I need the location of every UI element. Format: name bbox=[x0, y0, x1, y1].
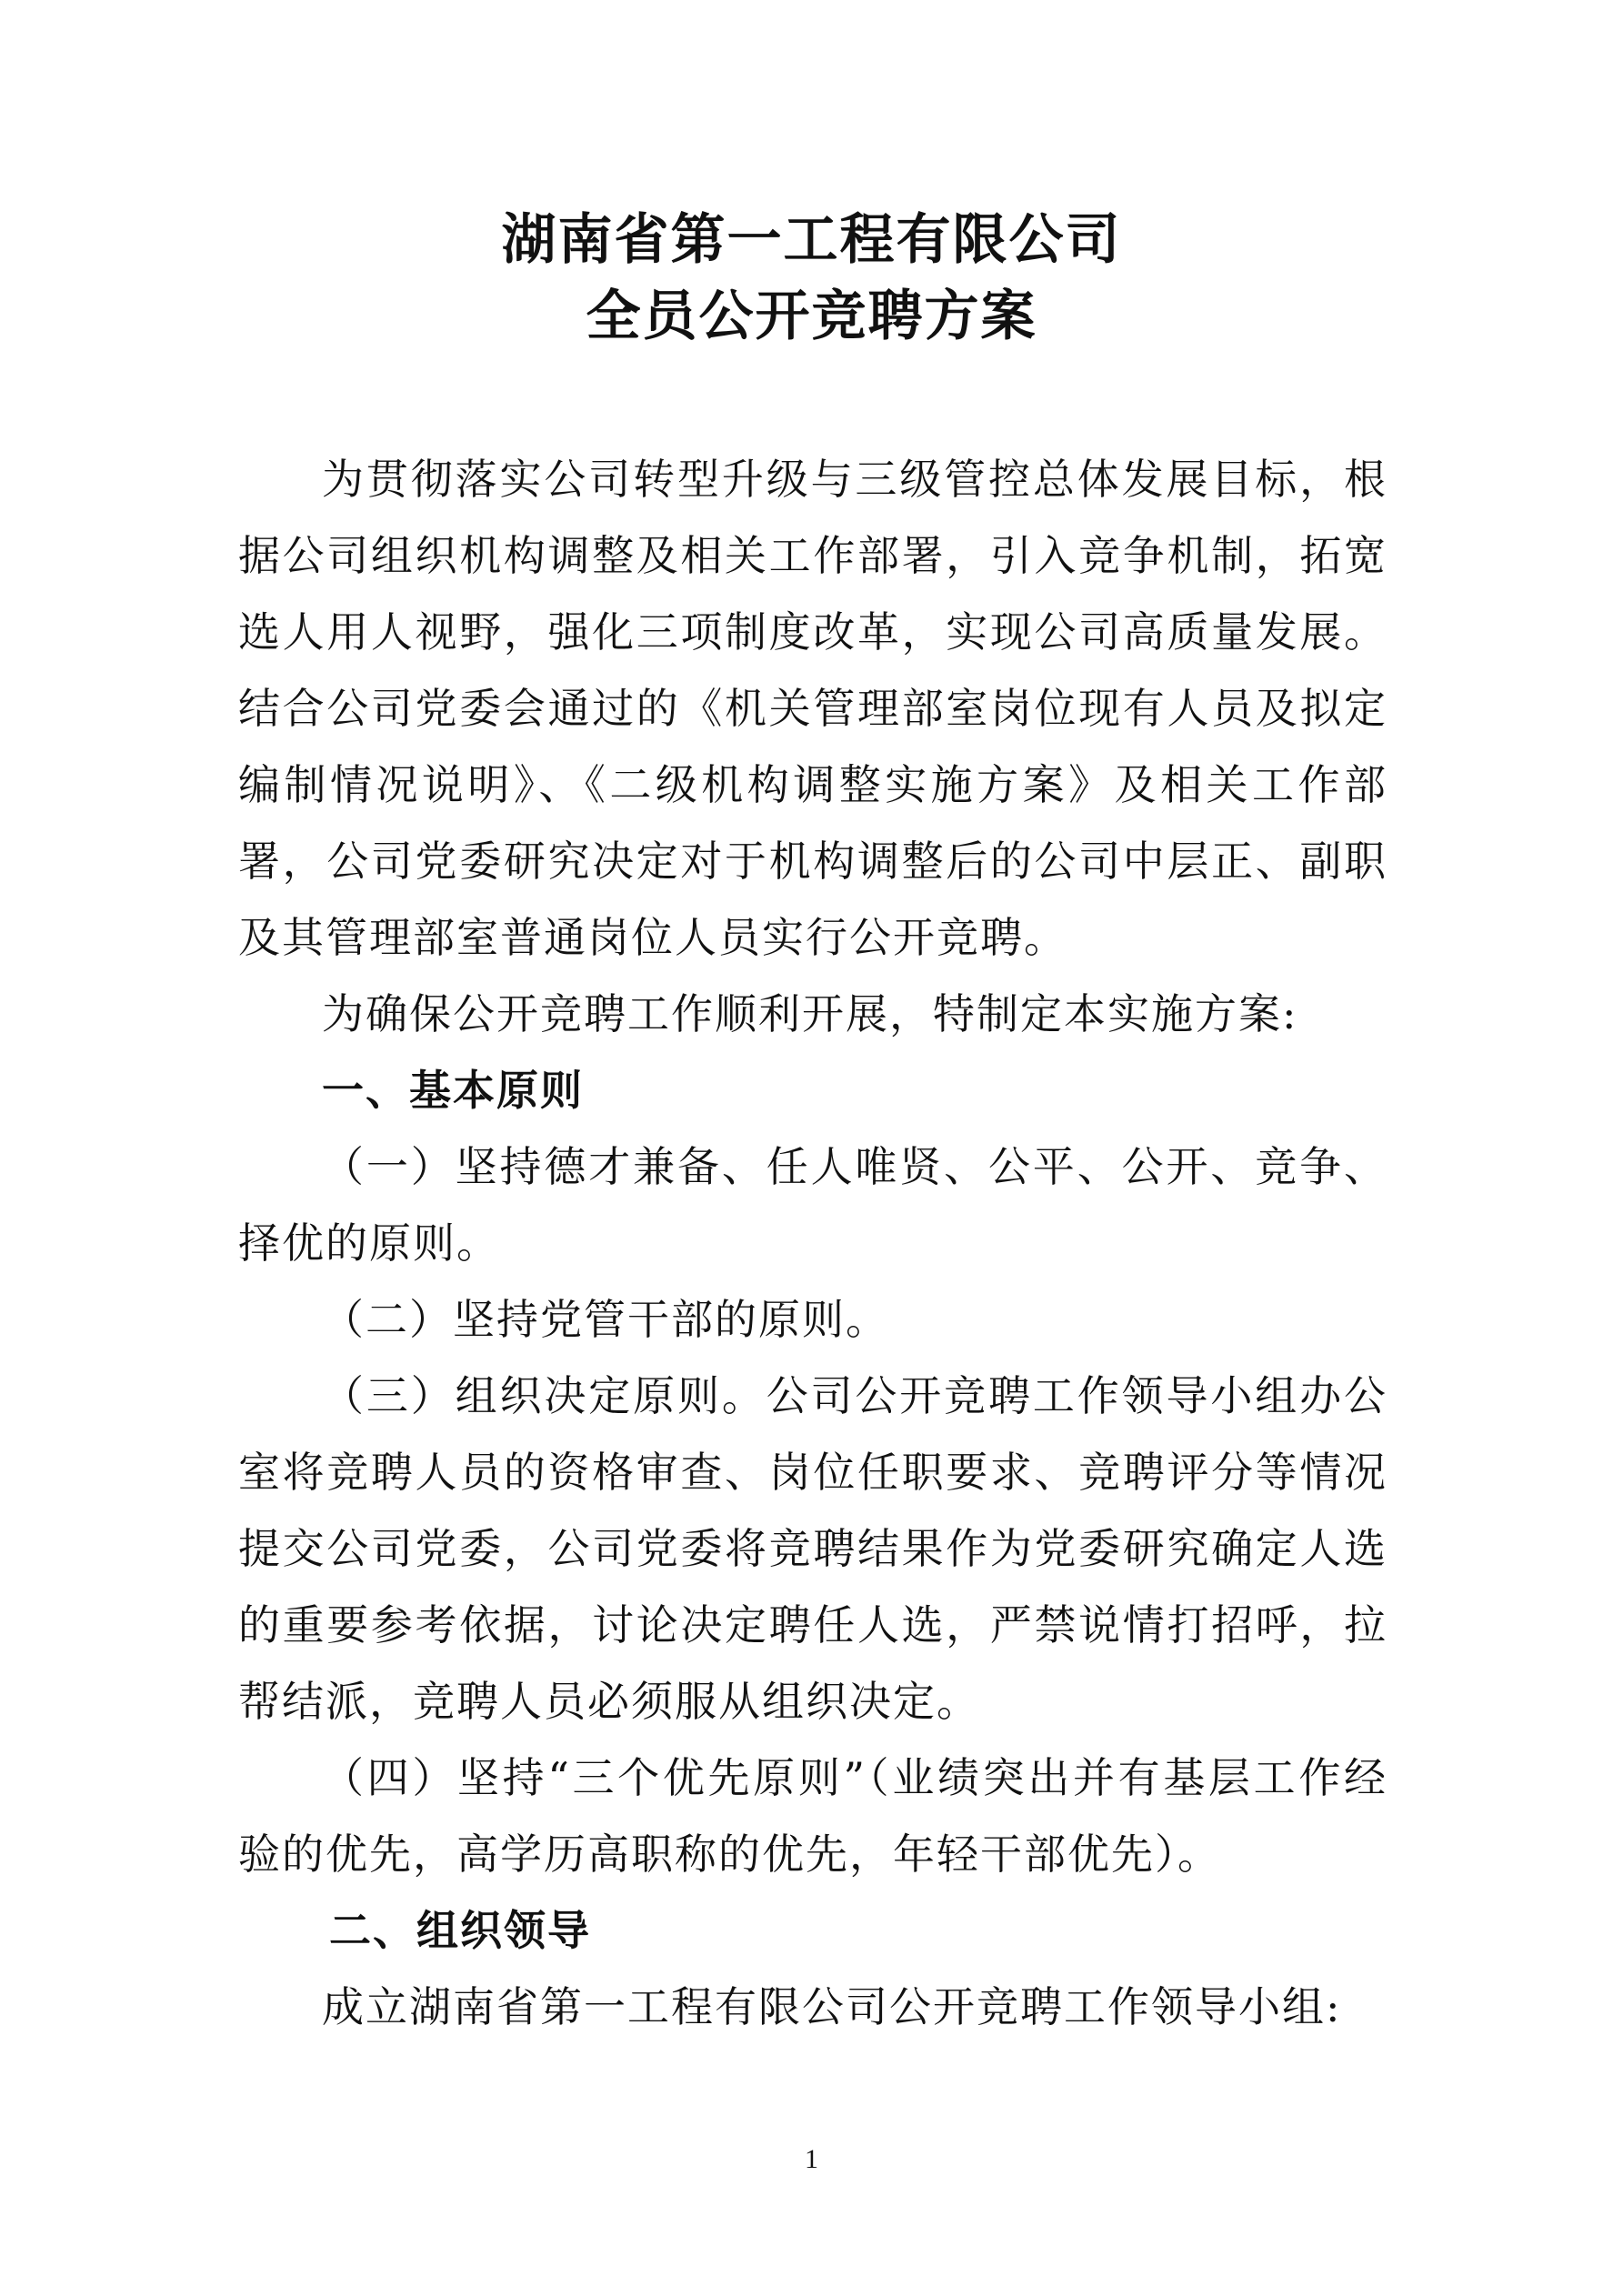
principle-1: （一）坚持德才兼备、任人唯贤、公平、公开、竞争、择优的原则。 bbox=[238, 1142, 1388, 1268]
section-1-heading: 一、基本原则 bbox=[322, 1066, 584, 1115]
intro-paragraph: 为贯彻落实公司转型升级与三级管控总体发展目标，根据公司组织机构调整及相关工作部署，引入竞争机制，拓宽选人用人视野，强化三项制度改革，实现公司高质量发展。结合公司党委会通过的《机关管理部室岗位现有人员及拟定编制情况说明》、《二级机构调整实施方案》及相关工作部署，公司党委研究决定对于机构调整后的公司中层正、副职及其管理部室普通岗位人员实行公开竞聘。 bbox=[238, 455, 1388, 962]
principle-4: （四）坚持“三个优先原则”（业绩突出并有基层工作经验的优先，高学历高职称的优先，年轻干部优先）。 bbox=[238, 1753, 1388, 1879]
principle-3: （三）组织决定原则。公司公开竞聘工作领导小组办公室将竞聘人员的资格审查、岗位任职要求、竞聘评分等情况提交公司党委，公司党委将竞聘结果作为党委研究确定人选的重要参考依据，讨论决定聘任人选，严禁说情打招呼，拉帮结派，竞聘人员必须服从组织决定。 bbox=[238, 1371, 1388, 1726]
document-title-line-1: 湖南省第一工程有限公司 bbox=[501, 208, 1122, 272]
section-2-heading: 二、组织领导 bbox=[329, 1906, 591, 1955]
document-title-line-2: 全员公开竞聘方案 bbox=[586, 285, 1037, 348]
purpose-paragraph: 为确保公开竞聘工作顺利开展，特制定本实施方案: bbox=[322, 989, 1298, 1038]
principle-2: （二）坚持党管干部的原则。 bbox=[322, 1295, 889, 1344]
section-2-text: 成立湖南省第一工程有限公司公开竞聘工作领导小组: bbox=[322, 1982, 1342, 2031]
page-number: 1 bbox=[805, 2144, 818, 2174]
